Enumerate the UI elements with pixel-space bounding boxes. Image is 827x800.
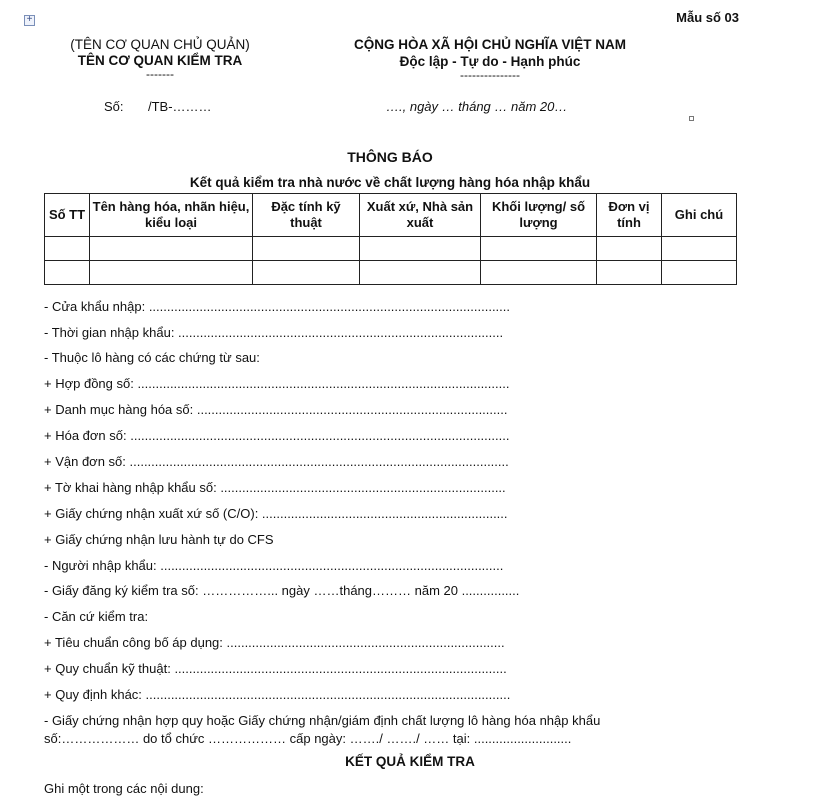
- table-cell[interactable]: [597, 261, 662, 285]
- table-cell[interactable]: [90, 237, 253, 261]
- field-other-regulation: + Quy định khác: .....................................................................................................: [44, 687, 511, 702]
- inspection-agency: TÊN CƠ QUAN KIỂM TRA: [77, 53, 243, 68]
- col-header-stt: Số TT: [45, 194, 90, 237]
- col-header-unit: Đơn vị tính: [597, 194, 662, 237]
- field-standard: + Tiêu chuẩn công bố áp dụng: .............................................................................: [44, 635, 505, 650]
- closing-line: Ghi một trong các nội dung:: [44, 781, 204, 796]
- col-header-notes: Ghi chú: [662, 194, 737, 237]
- table-row: [45, 237, 737, 261]
- table-cell[interactable]: [481, 261, 597, 285]
- right-rule: ---------------: [460, 68, 520, 82]
- col-header-technical: Đặc tính kỹ thuật: [253, 194, 360, 237]
- table-cell[interactable]: [45, 261, 90, 285]
- table-cell[interactable]: [360, 237, 481, 261]
- country-name: CỘNG HÒA XÃ HỘI CHỦ NGHĨA VIỆT NAM: [353, 37, 626, 52]
- field-documents-heading: - Thuộc lô hàng có các chứng từ sau:: [44, 350, 260, 365]
- field-import-gate: - Cửa khẩu nhập: ....................................................................................................: [44, 299, 511, 314]
- table-cell[interactable]: [662, 237, 737, 261]
- left-rule: -------: [146, 67, 174, 81]
- form-number: Mẫu số 03: [676, 10, 739, 25]
- field-cfs: + Giấy chứng nhận lưu hành tự do CFS: [44, 532, 274, 547]
- number-label: Số:: [104, 99, 124, 114]
- col-header-goods-name: Tên hàng hóa, nhãn hiệu, kiểu loại: [90, 194, 253, 237]
- field-certificate-detail: số:……………… do tổ chức ……………… cấp ngày: ……./ ……./ …… tại: ...........................: [44, 731, 572, 746]
- result-heading: KẾT QUẢ KIỂM TRA: [345, 754, 475, 769]
- parent-agency: (TÊN CƠ QUAN CHỦ QUẢN): [70, 37, 250, 52]
- table-cell[interactable]: [662, 261, 737, 285]
- move-anchor-icon[interactable]: +: [24, 15, 35, 26]
- table-cell[interactable]: [253, 261, 360, 285]
- date-line: …., ngày … tháng … năm 20…: [386, 99, 568, 114]
- table-header-row: [45, 194, 737, 237]
- field-certificate: - Giấy chứng nhận hợp quy hoặc Giấy chứng nhận/giám định chất lượng lô hàng hóa nhập khẩu: [44, 713, 601, 728]
- table-cell[interactable]: [360, 261, 481, 285]
- field-import-time: - Thời gian nhập khẩu: ..........................................................................................: [44, 325, 504, 340]
- field-bill-of-lading-no: + Vận đơn số: .........................................................................................................: [44, 454, 509, 469]
- table-cell[interactable]: [481, 237, 597, 261]
- motto: Độc lập - Tự do - Hạnh phúc: [399, 54, 581, 69]
- field-invoice-no: + Hóa đơn số: .........................................................................................................: [44, 428, 510, 443]
- goods-table: [44, 193, 737, 285]
- field-inspection-basis: - Căn cứ kiểm tra:: [44, 609, 149, 624]
- table-row: [45, 261, 737, 285]
- table-cell[interactable]: [597, 237, 662, 261]
- field-customs-declaration-no: + Tờ khai hàng nhập khẩu số: ...............................................................................: [44, 480, 506, 495]
- field-importer: - Người nhập khẩu: ...............................................................................................: [44, 558, 504, 573]
- field-co-no: + Giấy chứng nhận xuất xứ số (C/O): ....................................................................: [44, 506, 508, 521]
- page-subtitle: Kết quả kiểm tra nhà nước về chất lượng hàng hóa nhập khẩu: [189, 175, 591, 190]
- field-goods-list-no: + Danh mục hàng hóa số: ......................................................................................: [44, 402, 508, 417]
- resize-handle-icon[interactable]: [689, 116, 694, 121]
- number-value: /TB-………: [148, 99, 212, 114]
- field-technical-regulation: + Quy chuẩn kỹ thuật: ............................................................................................: [44, 661, 507, 676]
- table-cell[interactable]: [45, 237, 90, 261]
- table-cell[interactable]: [90, 261, 253, 285]
- page-title: THÔNG BÁO: [347, 149, 433, 165]
- col-header-quantity: Khối lượng/ số lượng: [481, 194, 597, 237]
- col-header-origin: Xuất xứ, Nhà sản xuất: [360, 194, 481, 237]
- table-cell[interactable]: [253, 237, 360, 261]
- field-registration-no: - Giấy đăng ký kiểm tra số: ……………... ngày ……tháng……… năm 20 ................: [44, 583, 520, 598]
- field-contract-no: + Hợp đồng số: .......................................................................................................: [44, 376, 510, 391]
